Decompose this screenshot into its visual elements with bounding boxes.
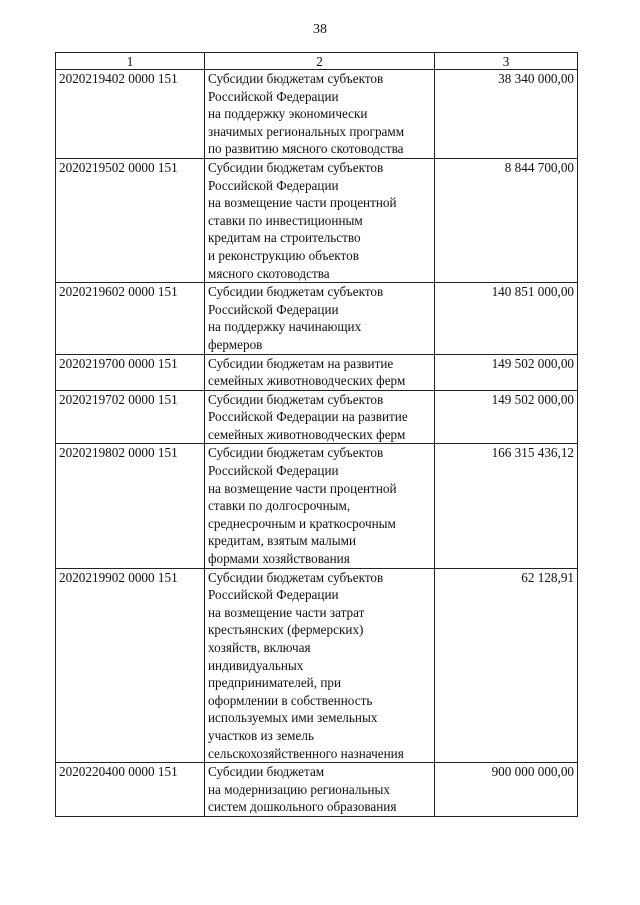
table-row <box>56 283 578 354</box>
budget-amount: 149 502 000,00 <box>435 390 578 444</box>
table-row <box>56 158 578 282</box>
budget-code: 2020219602 0000 151 <box>56 283 205 354</box>
column-header-1: 1 <box>56 53 205 70</box>
budget-table <box>55 52 578 817</box>
column-header-2: 2 <box>205 53 435 70</box>
budget-description: Субсидии бюджетам субъектов Российской Федерации на развитие семейных животноводческих ферм <box>205 390 435 444</box>
budget-code: 2020219802 0000 151 <box>56 444 205 568</box>
page-number: 38 <box>313 22 327 37</box>
budget-code: 2020219700 0000 151 <box>56 354 205 390</box>
budget-description: Субсидии бюджетам субъектов Российской Федерации на возмещение части процентной ставки по долгосрочным, среднесрочным и краткосрочным кредитам, взятым малыми формами хозяйствования <box>205 444 435 568</box>
table-row <box>56 390 578 444</box>
budget-description: Субсидии бюджетам субъектов Российской Федерации на поддержку экономически значимых региональных программ по развитию мясного скотоводства <box>205 70 435 159</box>
budget-amount: 166 315 436,12 <box>435 444 578 568</box>
budget-description: Субсидии бюджетам субъектов Российской Федерации на поддержку начинающих фермеров <box>205 283 435 354</box>
budget-amount: 900 000 000,00 <box>435 763 578 817</box>
table-row <box>56 763 578 817</box>
budget-amount: 8 844 700,00 <box>435 158 578 282</box>
budget-amount: 62 128,91 <box>435 568 578 763</box>
column-header-3: 3 <box>435 53 578 70</box>
table-row <box>56 70 578 159</box>
budget-amount: 140 851 000,00 <box>435 283 578 354</box>
budget-description: Субсидии бюджетам субъектов Российской Федерации на возмещение части процентной ставки по инвестиционным кредитам на строительство и реконструкцию объектов мясного скотоводства <box>205 158 435 282</box>
table-row <box>56 354 578 390</box>
budget-code: 2020219702 0000 151 <box>56 390 205 444</box>
budget-code: 2020220400 0000 151 <box>56 763 205 817</box>
budget-code: 2020219902 0000 151 <box>56 568 205 763</box>
budget-description: Субсидии бюджетам на модернизацию региональных систем дошкольного образования <box>205 763 435 817</box>
table-header-row <box>56 53 578 70</box>
budget-description: Субсидии бюджетам на развитие семейных животноводческих ферм <box>205 354 435 390</box>
budget-code: 2020219402 0000 151 <box>56 70 205 159</box>
table-row <box>56 444 578 568</box>
budget-description: Субсидии бюджетам субъектов Российской Федерации на возмещение части затрат крестьянских (фермерских) хозяйств, включая индивидуальных предпринимателей, при оформлении в собственность используемых ими земельных участков из земель сельскохозяйственного назначения <box>205 568 435 763</box>
budget-amount: 38 340 000,00 <box>435 70 578 159</box>
table-row <box>56 568 578 763</box>
budget-amount: 149 502 000,00 <box>435 354 578 390</box>
budget-code: 2020219502 0000 151 <box>56 158 205 282</box>
